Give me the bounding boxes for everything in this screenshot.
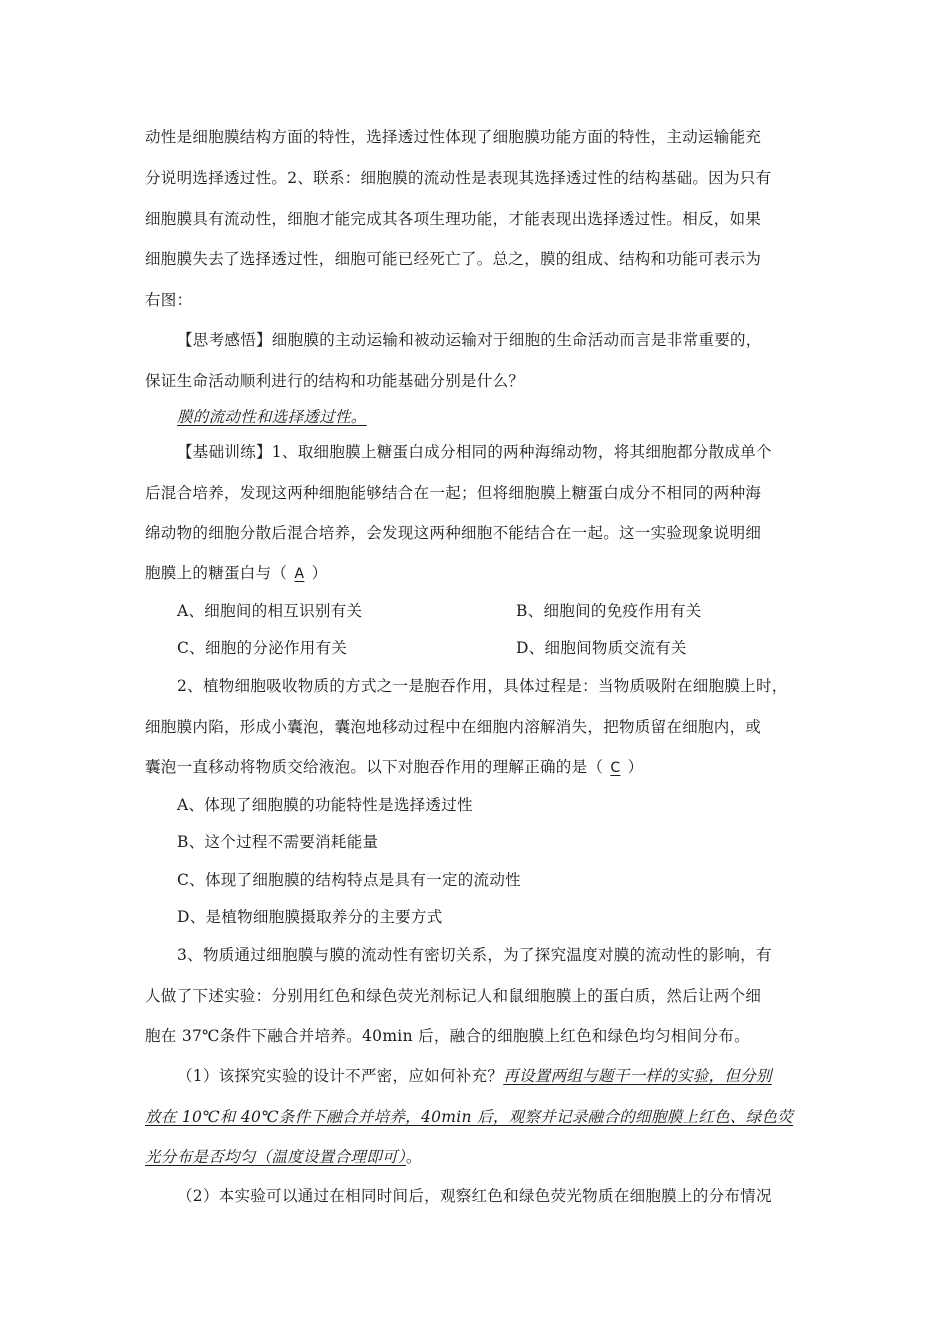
q3-line-2: 人做了下述实验：分别用红色和绿色荧光剂标记人和鼠细胞膜上的蛋白质，然后让两个细	[145, 987, 762, 1005]
q1-stem-end: 胞膜上的糖蛋白与（	[145, 564, 288, 582]
q1-option-a: A、细胞间的相互识别有关	[177, 602, 363, 620]
q3-sub2-line-1: （2）本实验可以通过在相同时间后，观察红色和绿色荧光物质在细胞膜上的分布情况	[177, 1187, 772, 1205]
q2-option-d: D、是植物细胞膜摄取养分的主要方式	[177, 908, 443, 926]
q1-paren-close: ）	[311, 564, 328, 582]
q1-line-2: 后混合培养，发现这两种细胞能够结合在一起；但将细胞膜上糖蛋白成分不相同的两种海	[145, 484, 762, 502]
para1-line-2: 分说明选择透过性。2、联系：细胞膜的流动性是表现其选择透过性的结构基础。因为只有	[145, 169, 772, 187]
para1-line-1: 动性是细胞膜结构方面的特性，选择透过性体现了细胞膜功能方面的特性，主动运输能充	[145, 128, 762, 146]
q1-option-b: B、细胞间的免疫作用有关	[516, 602, 702, 620]
q2-line-1: 2、植物细胞吸收物质的方式之一是胞吞作用，具体过程是：当物质吸附在细胞膜上时，	[177, 677, 788, 695]
q1-line-1: 【基础训练】1、取细胞膜上糖蛋白成分相同的两种海绵动物，将其细胞都分散成单个	[177, 443, 772, 461]
q2-option-b: B、这个过程不需要消耗能量	[177, 833, 379, 851]
para1-line-5: 右图：	[145, 291, 193, 309]
think-line-1: 【思考感悟】细胞膜的主动运输和被动运输对于细胞的生命活动而言是非常重要的，	[177, 331, 762, 349]
q2-answer: C	[610, 760, 621, 776]
q2-paren-close: ）	[627, 758, 644, 776]
q3-sub1-answer-part-3: 光分布是否均匀（温度设置合理即可）	[145, 1148, 406, 1166]
q1-line-4	[145, 563, 327, 584]
q1-answer: A	[294, 566, 305, 582]
q2-option-c: C、体现了细胞膜的结构特点是具有一定的流动性	[177, 871, 521, 889]
q3-sub1-line-1	[177, 1066, 772, 1086]
q1-option-c: C、细胞的分泌作用有关	[177, 639, 348, 657]
q3-sub1-answer-part-1: 再设置两组与题干一样的实验，但分别	[503, 1067, 772, 1085]
q3-sub1-period: 。	[405, 1148, 422, 1166]
q3-sub1-answer-part-2: 放在 10℃和 40℃条件下融合并培养，40min 后，观察并记录融合的细胞膜上红色、绿色荧	[145, 1108, 794, 1126]
q3-sub1-question: （1）该探究实验的设计不严密，应如何补充？	[177, 1067, 504, 1085]
q3-line-1: 3、物质通过细胞膜与膜的流动性有密切关系，为了探究温度对膜的流动性的影响，有	[177, 946, 772, 964]
think-line-2: 保证生命活动顺利进行的结构和功能基础分别是什么？	[145, 372, 525, 390]
q2-stem-end: 囊泡一直移动将物质交给液泡。以下对胞吞作用的理解正确的是（	[145, 758, 604, 776]
q1-line-3: 绵动物的细胞分散后混合培养，会发现这两种细胞不能结合在一起。这一实验现象说明细	[145, 524, 762, 542]
think-answer: 膜的流动性和选择透过性。	[177, 408, 367, 426]
q2-line-3	[145, 757, 643, 778]
q2-option-a: A、体现了细胞膜的功能特性是选择透过性	[177, 796, 473, 814]
para1-line-4: 细胞膜失去了选择透过性，细胞可能已经死亡了。总之，膜的组成、结构和功能可表示为	[145, 250, 762, 268]
q1-option-d: D、细胞间物质交流有关	[516, 639, 687, 657]
q3-line-3: 胞在 37℃条件下融合并培养。40min 后，融合的细胞膜上红色和绿色均匀相间分布。	[145, 1027, 750, 1045]
para1-line-3: 细胞膜具有流动性，细胞才能完成其各项生理功能，才能表现出选择透过性。相反，如果	[145, 210, 762, 228]
q3-sub1-line-3	[145, 1147, 422, 1167]
q2-line-2: 细胞膜内陷，形成小囊泡，囊泡地移动过程中在细胞内溶解消失，把物质留在细胞内，或	[145, 718, 762, 736]
